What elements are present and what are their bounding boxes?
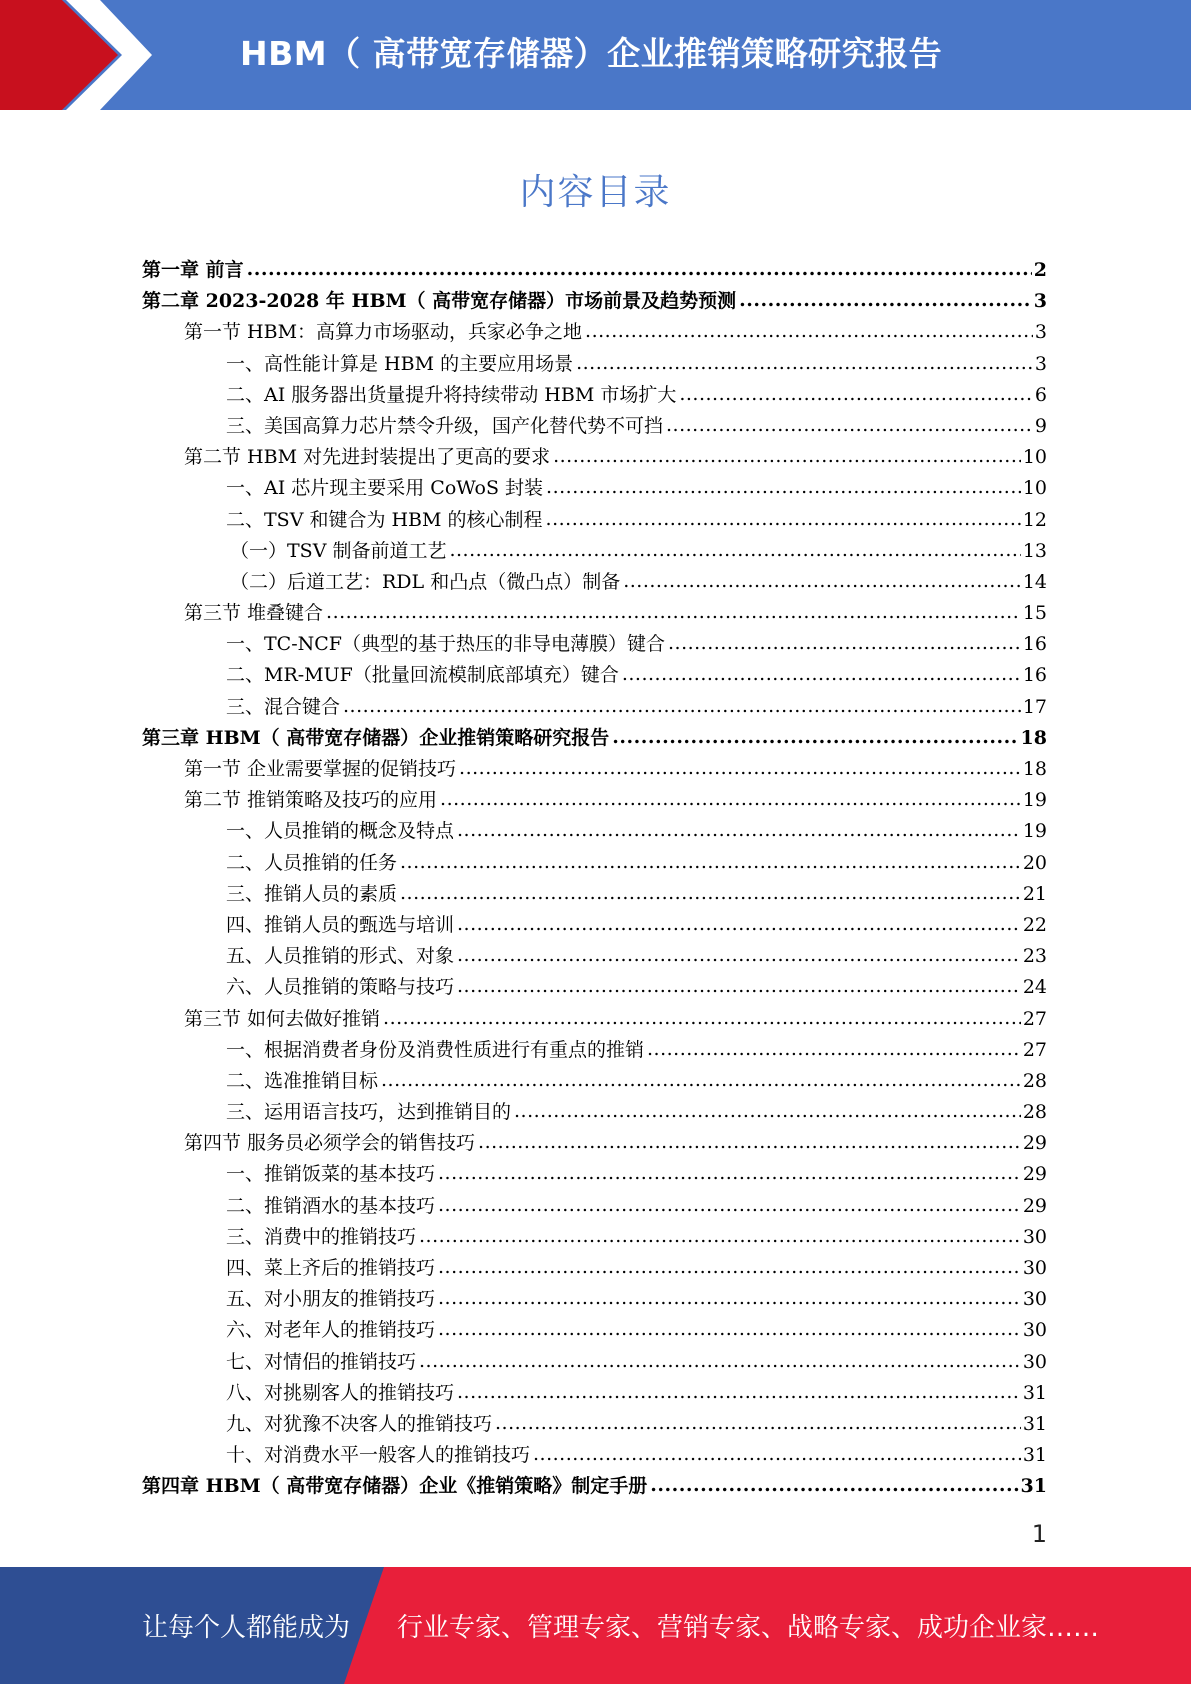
toc-entry[interactable] bbox=[142, 380, 1047, 411]
toc-entry-page: 12 bbox=[1022, 508, 1047, 531]
toc-dot-leader bbox=[419, 1221, 1021, 1252]
header-arrow-decoration bbox=[0, 0, 160, 110]
toc-entry[interactable] bbox=[142, 349, 1047, 380]
toc-entry-page: 9 bbox=[1034, 414, 1047, 437]
toc-entry-page: 17 bbox=[1022, 695, 1047, 718]
toc-dot-leader bbox=[247, 254, 1032, 285]
toc-entry-label: 二、AI 服务器出货量提升将持续带动 HBM 市场扩大 bbox=[226, 383, 677, 406]
toc-entry-label: 二、推销酒水的基本技巧 bbox=[226, 1194, 436, 1217]
toc-entry[interactable] bbox=[142, 1222, 1047, 1253]
toc-entry[interactable] bbox=[142, 1440, 1047, 1471]
toc-entry[interactable] bbox=[142, 1004, 1047, 1035]
toc-entry-page: 29 bbox=[1022, 1163, 1047, 1186]
toc-entry[interactable] bbox=[142, 1035, 1047, 1066]
toc-entry-label: 四、菜上齐后的推销技巧 bbox=[226, 1257, 436, 1279]
toc-dot-leader bbox=[440, 784, 1021, 815]
toc-entry[interactable] bbox=[142, 598, 1047, 629]
toc-entry-label: （二）后道工艺：RDL 和凸点（微凸点）制备 bbox=[230, 570, 621, 593]
toc-entry-page: 31 bbox=[1020, 1475, 1047, 1498]
toc-entry-label: 第二章 2023-2028 年 HBM（ 高带宽存储器）市场前景及趋势预测 bbox=[142, 290, 737, 313]
toc-entry-page: 18 bbox=[1020, 726, 1047, 749]
toc-dot-leader bbox=[383, 1003, 1021, 1034]
toc-entry[interactable] bbox=[142, 1253, 1047, 1284]
toc-entry-label: 十、对消费水平一般客人的推销技巧 bbox=[226, 1444, 531, 1467]
toc-entry[interactable] bbox=[142, 473, 1047, 504]
toc-entry-page: 18 bbox=[1022, 758, 1047, 780]
toc-entry[interactable] bbox=[142, 505, 1047, 536]
toc-entry-label: 三、推销人员的素质 bbox=[226, 882, 398, 905]
toc-entry-page: 13 bbox=[1022, 539, 1047, 562]
toc-entry-page: 6 bbox=[1034, 383, 1047, 406]
toc-entry-label: 二、人员推销的任务 bbox=[226, 851, 398, 874]
toc-entry-page: 22 bbox=[1022, 913, 1047, 936]
toc-entry[interactable] bbox=[142, 972, 1047, 1003]
toc-entry-page: 23 bbox=[1022, 945, 1047, 968]
toc-entry-page: 31 bbox=[1022, 1444, 1047, 1467]
toc-entry-page: 3 bbox=[1033, 290, 1047, 313]
toc-entry[interactable] bbox=[142, 286, 1047, 317]
toc-entry-label: 三、消费中的推销技巧 bbox=[226, 1225, 417, 1248]
toc-entry-label: 第二节 推销策略及技巧的应用 bbox=[184, 789, 438, 812]
table-of-contents bbox=[142, 255, 1047, 1503]
toc-entry-page: 30 bbox=[1022, 1288, 1047, 1311]
toc-dot-leader bbox=[381, 1065, 1021, 1096]
toc-entry-page: 30 bbox=[1022, 1350, 1047, 1373]
toc-dot-leader bbox=[514, 1096, 1021, 1127]
footer-banner bbox=[0, 1567, 1191, 1684]
toc-entry[interactable] bbox=[142, 1284, 1047, 1315]
toc-entry-page: 28 bbox=[1022, 1101, 1047, 1124]
toc-entry[interactable] bbox=[142, 723, 1047, 754]
toc-entry[interactable] bbox=[142, 317, 1047, 348]
toc-entry[interactable] bbox=[142, 785, 1047, 816]
toc-dot-leader bbox=[457, 971, 1021, 1002]
toc-entry-label: 一、推销饭菜的基本技巧 bbox=[226, 1163, 436, 1186]
toc-entry[interactable] bbox=[142, 816, 1047, 847]
toc-dot-leader bbox=[438, 1283, 1021, 1314]
toc-entry-label: 第一章 前言 bbox=[142, 259, 244, 281]
toc-dot-leader bbox=[419, 1346, 1021, 1377]
toc-dot-leader bbox=[623, 566, 1021, 597]
toc-entry[interactable] bbox=[142, 442, 1047, 473]
toc-dot-leader bbox=[622, 659, 1021, 690]
page-number: 1 bbox=[1031, 1520, 1047, 1548]
toc-entry-label: 七、对情侣的推销技巧 bbox=[226, 1350, 417, 1373]
toc-entry-page: 16 bbox=[1022, 633, 1047, 656]
toc-entry-page: 16 bbox=[1022, 664, 1047, 687]
toc-entry-label: 第一节 企业需要掌握的促销技巧 bbox=[184, 758, 457, 780]
toc-entry-label: 第二节 HBM 对先进封装提出了更高的要求 bbox=[184, 446, 551, 469]
toc-entry-label: （一）TSV 制备前道工艺 bbox=[230, 539, 447, 562]
toc-dot-leader bbox=[546, 504, 1021, 535]
toc-entry-label: 二、TSV 和键合为 HBM 的核心制程 bbox=[226, 508, 543, 531]
toc-entry-label: 一、AI 芯片现主要采用 CoWoS 封装 bbox=[226, 477, 544, 500]
toc-entry-page: 31 bbox=[1022, 1381, 1047, 1404]
toc-entry[interactable] bbox=[142, 692, 1047, 723]
toc-entry-label: 三、混合键合 bbox=[226, 695, 341, 718]
toc-heading: 内容目录 bbox=[519, 172, 672, 213]
toc-entry[interactable] bbox=[142, 1128, 1047, 1159]
toc-entry-page: 28 bbox=[1022, 1069, 1047, 1092]
toc-entry-page: 31 bbox=[1022, 1412, 1047, 1435]
footer-slogan-right: 行业专家、管理专家、营销专家、战略专家、成功企业家…… bbox=[397, 1613, 1100, 1643]
toc-entry-page: 3 bbox=[1034, 321, 1047, 344]
toc-entry-label: 三、运用语言技巧，达到推销目的 bbox=[226, 1101, 512, 1124]
toc-dot-leader bbox=[457, 909, 1021, 940]
toc-dot-leader bbox=[438, 1158, 1021, 1189]
toc-entry-label: 四、推销人员的甄选与培训 bbox=[226, 913, 455, 936]
toc-entry-label: 一、根据消费者身份及消费性质进行有重点的推销 bbox=[226, 1038, 645, 1061]
toc-dot-leader bbox=[326, 597, 1021, 628]
toc-entry-page: 30 bbox=[1022, 1319, 1047, 1342]
toc-dot-leader bbox=[553, 441, 1021, 472]
toc-entry-label: 第三节 如何去做好推销 bbox=[184, 1007, 381, 1030]
toc-entry-label: 第一节 HBM：高算力市场驱动，兵家必争之地 bbox=[184, 321, 583, 344]
toc-dot-leader bbox=[647, 1034, 1021, 1065]
toc-dot-leader bbox=[343, 691, 1021, 722]
toc-dot-leader bbox=[739, 285, 1032, 316]
toc-entry-page: 19 bbox=[1022, 820, 1047, 843]
toc-entry[interactable] bbox=[142, 411, 1047, 442]
toc-entry[interactable] bbox=[142, 1097, 1047, 1128]
toc-dot-leader bbox=[457, 815, 1021, 846]
toc-dot-leader bbox=[457, 1377, 1021, 1408]
toc-entry[interactable] bbox=[142, 1471, 1047, 1502]
toc-entry-page: 2 bbox=[1033, 259, 1047, 281]
toc-entry-page: 14 bbox=[1022, 570, 1047, 593]
toc-entry[interactable] bbox=[142, 1409, 1047, 1440]
toc-entry[interactable] bbox=[142, 1315, 1047, 1346]
toc-dot-leader bbox=[585, 316, 1033, 347]
toc-entry-label: 二、选准推销目标 bbox=[226, 1069, 379, 1092]
toc-entry-label: 第三章 HBM（ 高带宽存储器）企业推销策略研究报告 bbox=[142, 726, 610, 749]
toc-entry-label: 三、美国高算力芯片禁令升级，国产化替代势不可挡 bbox=[226, 414, 664, 437]
toc-entry[interactable] bbox=[142, 1378, 1047, 1409]
toc-entry[interactable] bbox=[142, 941, 1047, 972]
toc-entry-page: 19 bbox=[1022, 789, 1047, 812]
toc-entry[interactable] bbox=[142, 255, 1047, 286]
toc-dot-leader bbox=[459, 753, 1021, 784]
toc-entry-label: 第三节 堆叠键合 bbox=[184, 602, 324, 625]
toc-entry[interactable] bbox=[142, 754, 1047, 785]
toc-entry-page: 20 bbox=[1022, 851, 1047, 874]
toc-entry-label: 二、MR-MUF（批量回流模制底部填充）键合 bbox=[226, 664, 619, 687]
toc-dot-leader bbox=[438, 1252, 1021, 1283]
toc-dot-leader bbox=[438, 1314, 1021, 1345]
toc-entry-page: 10 bbox=[1022, 446, 1047, 469]
toc-dot-leader bbox=[576, 348, 1033, 379]
toc-dot-leader bbox=[612, 722, 1018, 753]
toc-dot-leader bbox=[533, 1439, 1021, 1470]
toc-entry[interactable] bbox=[142, 1159, 1047, 1190]
toc-entry-label: 八、对挑剔客人的推销技巧 bbox=[226, 1381, 455, 1404]
toc-entry-label: 一、TC-NCF（典型的基于热压的非导电薄膜）键合 bbox=[226, 633, 665, 656]
toc-entry[interactable] bbox=[142, 879, 1047, 910]
toc-entry-label: 一、人员推销的概念及特点 bbox=[226, 820, 455, 843]
toc-dot-leader bbox=[668, 628, 1021, 659]
toc-entry[interactable] bbox=[142, 660, 1047, 691]
toc-entry-label: 六、人员推销的策略与技巧 bbox=[226, 976, 455, 999]
toc-dot-leader bbox=[478, 1127, 1021, 1158]
toc-dot-leader bbox=[546, 472, 1021, 503]
toc-entry[interactable] bbox=[142, 1191, 1047, 1222]
toc-entry-page: 3 bbox=[1034, 352, 1047, 375]
toc-entry-page: 27 bbox=[1022, 1007, 1047, 1030]
toc-dot-leader bbox=[650, 1470, 1018, 1501]
toc-entry-page: 30 bbox=[1022, 1257, 1047, 1279]
toc-dot-leader bbox=[495, 1408, 1021, 1439]
toc-entry-page: 29 bbox=[1022, 1132, 1047, 1155]
toc-dot-leader bbox=[449, 535, 1020, 566]
toc-entry-page: 21 bbox=[1022, 882, 1047, 905]
header-banner bbox=[0, 0, 1191, 110]
toc-entry-label: 五、对小朋友的推销技巧 bbox=[226, 1288, 436, 1311]
toc-entry[interactable] bbox=[142, 910, 1047, 941]
toc-dot-leader bbox=[400, 878, 1021, 909]
toc-dot-leader bbox=[666, 410, 1033, 441]
toc-dot-leader bbox=[438, 1190, 1021, 1221]
toc-entry-page: 10 bbox=[1022, 477, 1047, 500]
toc-dot-leader bbox=[679, 379, 1033, 410]
toc-entry[interactable] bbox=[142, 536, 1047, 567]
toc-entry[interactable] bbox=[142, 1066, 1047, 1097]
toc-entry-label: 第四章 HBM（ 高带宽存储器）企业《推销策略》制定手册 bbox=[142, 1475, 648, 1498]
toc-entry[interactable] bbox=[142, 629, 1047, 660]
toc-entry-page: 27 bbox=[1022, 1038, 1047, 1061]
toc-entry-page: 29 bbox=[1022, 1194, 1047, 1217]
toc-entry-label: 一、高性能计算是 HBM 的主要应用场景 bbox=[226, 352, 574, 375]
toc-entry-label: 第四节 服务员必须学会的销售技巧 bbox=[184, 1132, 476, 1155]
toc-dot-leader bbox=[457, 940, 1021, 971]
toc-entry-label: 五、人员推销的形式、对象 bbox=[226, 945, 455, 968]
toc-entry-label: 六、对老年人的推销技巧 bbox=[226, 1319, 436, 1342]
toc-entry[interactable] bbox=[142, 567, 1047, 598]
toc-dot-leader bbox=[400, 847, 1021, 878]
toc-entry[interactable] bbox=[142, 848, 1047, 879]
header-title: HBM（ 高带宽存储器）企业推销策略研究报告 bbox=[240, 34, 943, 73]
toc-entry-page: 15 bbox=[1022, 602, 1047, 625]
footer-slogan-left: 让每个人都能成为 bbox=[142, 1613, 351, 1643]
toc-entry-page: 24 bbox=[1022, 976, 1047, 999]
toc-entry-label: 九、对犹豫不决客人的推销技巧 bbox=[226, 1412, 493, 1435]
toc-entry[interactable] bbox=[142, 1347, 1047, 1378]
toc-entry-page: 30 bbox=[1022, 1225, 1047, 1248]
